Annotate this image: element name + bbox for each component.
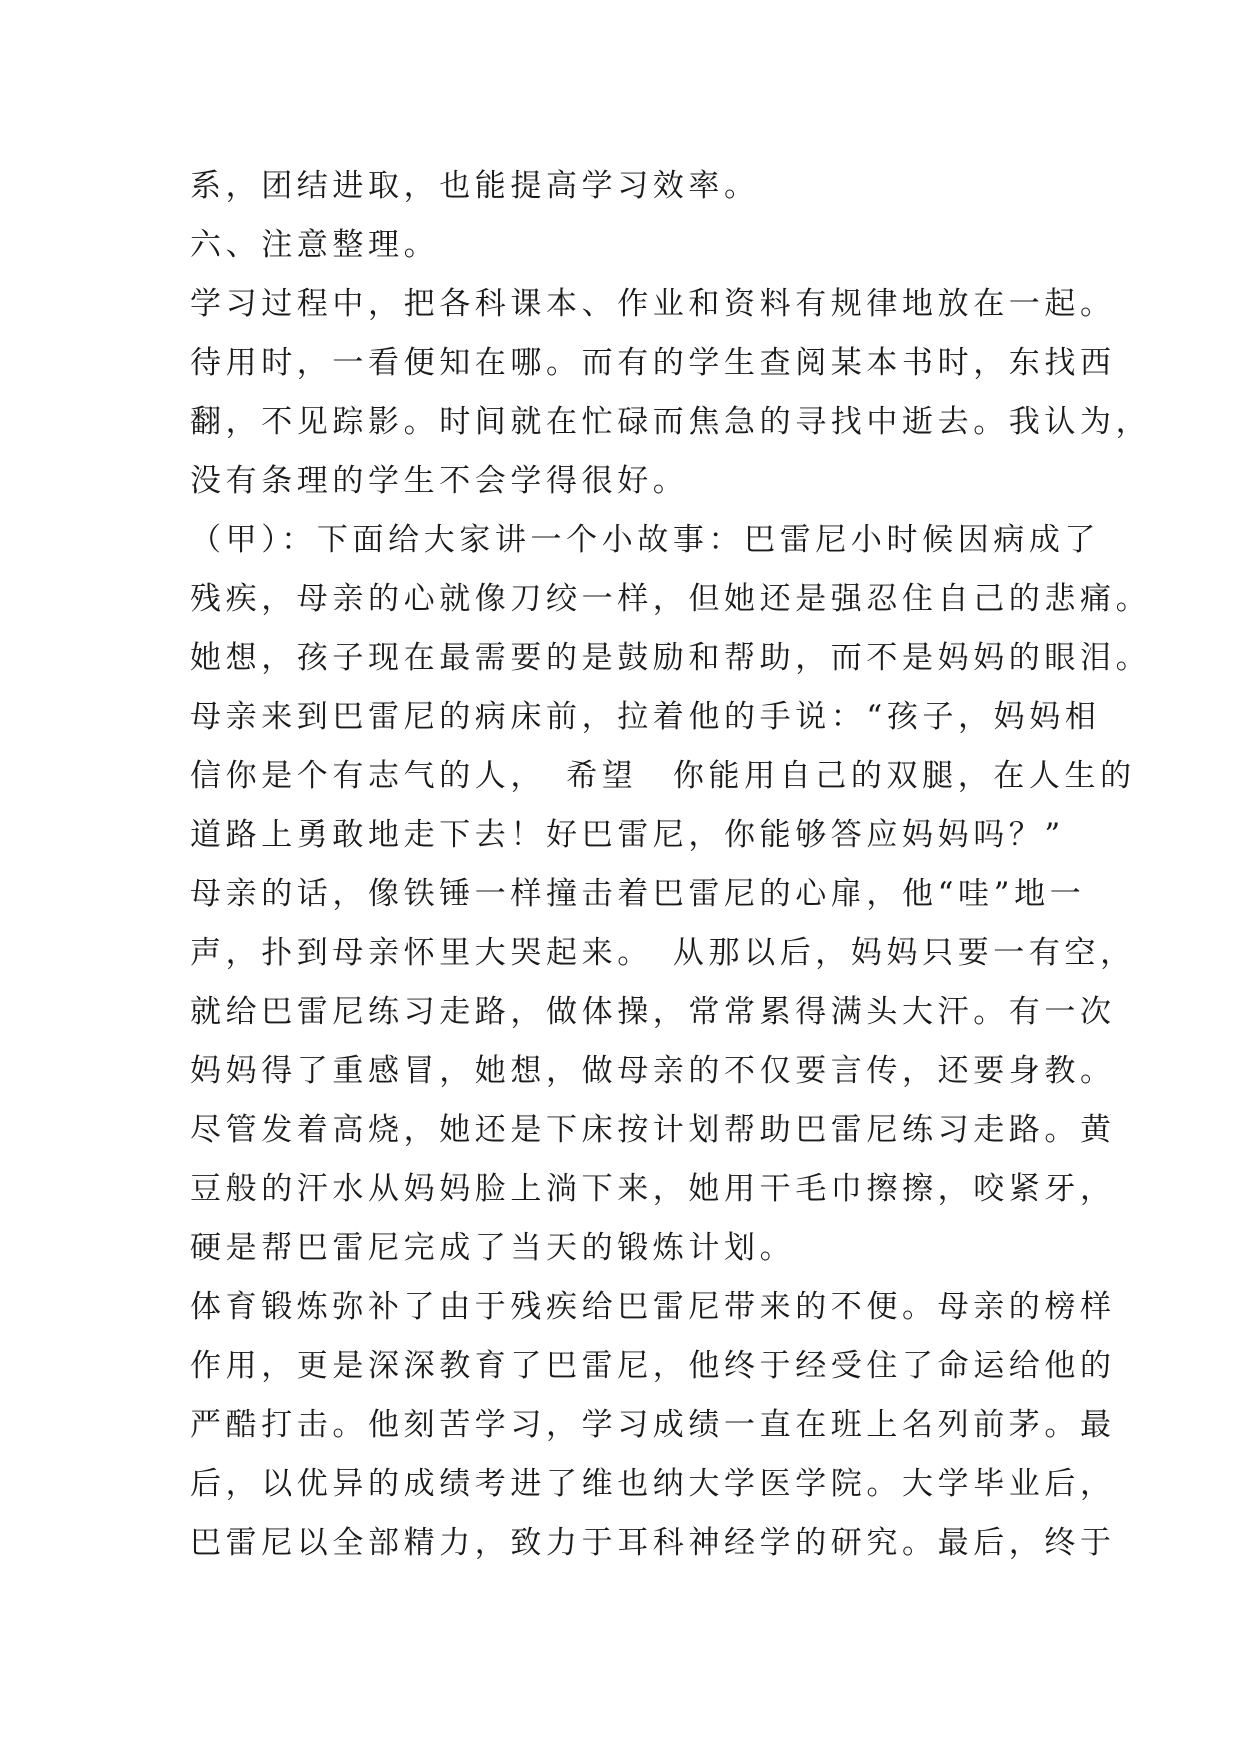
text-line: 尽管发着高烧，她还是下床按计划帮助巴雷尼练习走路。黄 [190,1112,1116,1148]
text-line: 作用，更是深深教育了巴雷尼，他终于经受住了命运给他的 [190,1348,1116,1384]
text-line: 待用时，一看便知在哪。而有的学生查阅某本书时，东找西 [190,345,1116,381]
text-line: 后，以优异的成绩考进了维也纳大学医学院。大学毕业后， [190,1466,1116,1502]
text-line: 就给巴雷尼练习走路，做体操，常常累得满头大汗。有一次 [190,994,1116,1030]
text-line: 学习过程中，把各科课本、作业和资料有规律地放在一起。 [190,286,1116,322]
text-line: 道路上勇敢地走下去！好巴雷尼，你能够答应妈妈吗？” [190,817,1065,853]
text-line: 母亲的话，像铁锤一样撞击着巴雷尼的心扉，他“哇”地一 [190,876,1086,912]
text-line: 系，团结进取，也能提高学习效率。 [190,168,760,204]
text-line: 妈妈得了重感冒，她想，做母亲的不仅要言传，还要身教。 [190,1053,1116,1089]
text-line: 信你是个有志气的人， 希望 你能用自己的双腿，在人生的 [190,758,1136,794]
section-heading: 六、注意整理。 [190,227,440,263]
text-line: 残疾，母亲的心就像刀绞一样，但她还是强忍住自己的悲痛。 [190,581,1152,617]
text-line: 翻，不见踪影。时间就在忙碌而焦急的寻找中逝去。我认为， [190,404,1152,440]
text-line: 没有条理的学生不会学得很好。 [190,463,689,499]
text-line: 严酷打击。他刻苦学习，学习成绩一直在班上名列前茅。最 [190,1407,1116,1443]
text-line: 声，扑到母亲怀里大哭起来。 从那以后，妈妈只要一有空， [190,935,1136,971]
text-line: 体育锻炼弥补了由于残疾给巴雷尼带来的不便。母亲的榜样 [190,1289,1116,1325]
text-line: 巴雷尼以全部精力，致力于耳科神经学的研究。最后，终于 [190,1525,1116,1561]
text-line: （甲）：下面给大家讲一个小故事：巴雷尼小时候因病成了 [190,522,1101,558]
text-line: 母亲来到巴雷尼的病床前，拉着他的手说：“孩子，妈妈相 [190,699,1101,735]
text-line: 硬是帮巴雷尼完成了当天的锻炼计划。 [190,1230,796,1266]
text-line: 她想，孩子现在最需要的是鼓励和帮助，而不是妈妈的眼泪。 [190,640,1152,676]
text-line: 豆般的汗水从妈妈脸上淌下来，她用干毛巾擦擦，咬紧牙， [190,1171,1116,1207]
